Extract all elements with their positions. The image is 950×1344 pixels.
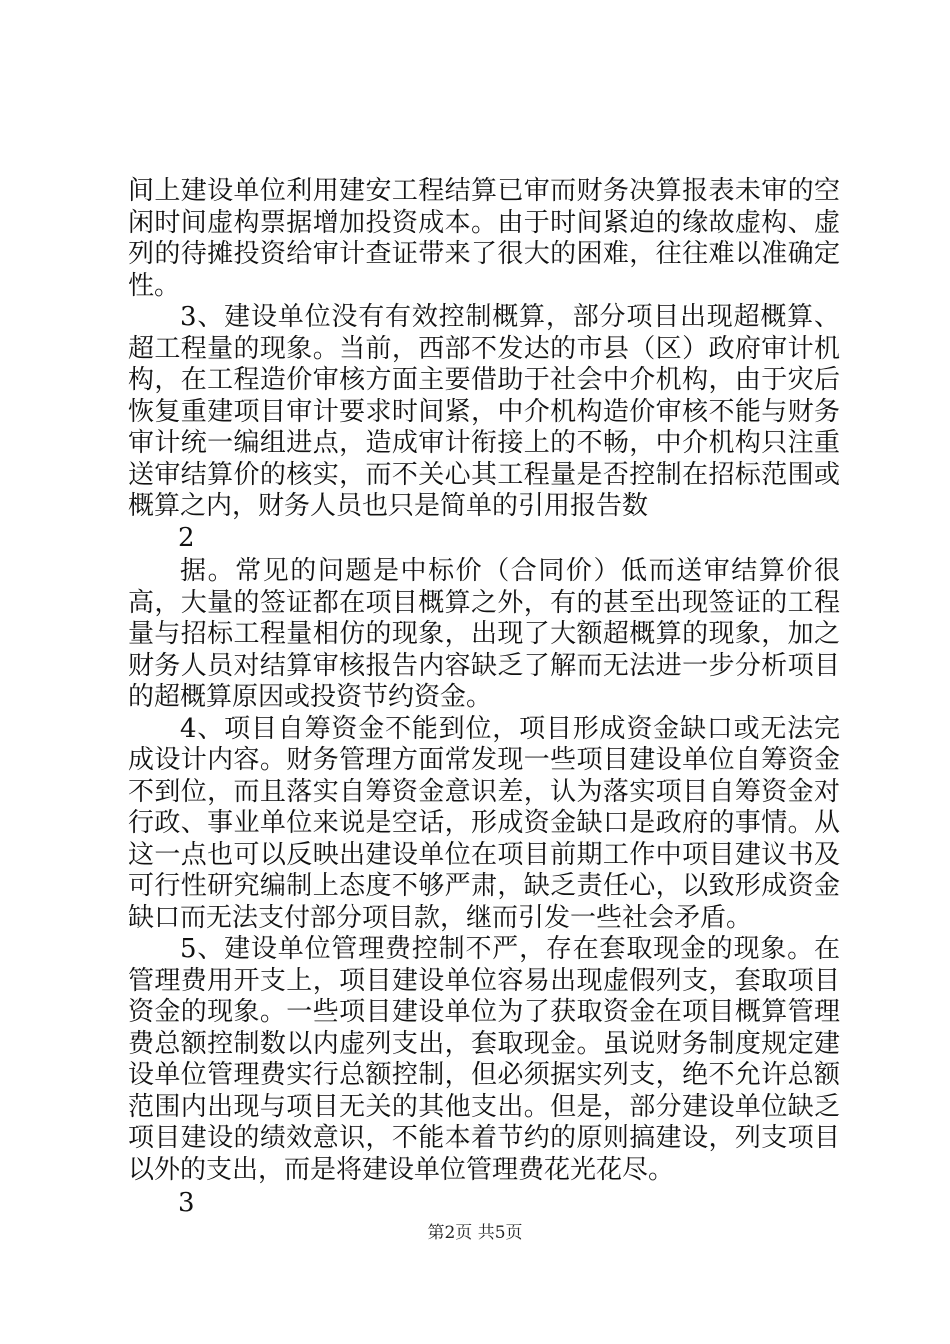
paragraph-item-3-continued: 据。常见的问题是中标价（合同价）低而送审结算价很高，大量的签证都在项目概算之外，有的甚至出现签证的工程量与招标工程量相仿的现象，出现了大额超概算的现象，加之财务人员对结算审核报告内容缺乏了解而无法进一步分析项目的超概算原因或投资节约资金。 xyxy=(128,556,840,712)
inline-page-number: 2 xyxy=(178,522,195,553)
paragraph-item-5: 5、建设单位管理费控制不严，存在套取现金的现象。在管理费用开支上，项目建设单位容易出现虚假列支，套取项目资金的现象。一些项目建设单位为了获取资金在项目概算管理费总额控制数以内虚列支出，套取现金。虽说财务制度规定建设单位管理费实行总额控制，但必须据实列支，绝不允许总额范围内出现与项目无关的其他支出。但是，部分建设单位缺乏项目建设的绩效意识，不能本着节约的原则搞建设，列支项目以外的支出，而是将建设单位管理费花光花尽。 xyxy=(128,934,840,1185)
page-footer: 第2页 共5页 xyxy=(427,1223,523,1243)
document-body xyxy=(128,176,840,1220)
paragraph-item-4: 4、项目自筹资金不能到位，项目形成资金缺口或无法完成设计内容。财务管理方面常发现一些项目建设单位自筹资金不到位，而且落实自筹资金意识差，认为落实项目自筹资金对行政、事业单位来说是空话，形成资金缺口是政府的事情。从这一点也可以反映出建设单位在项目前期工作中项目建议书及可行性研究编制上态度不够严肃，缺乏责任心，以致形成资金缺口而无法支付部分项目款，继而引发一些社会矛盾。 xyxy=(128,713,840,933)
paragraph-continuation: 间上建设单位利用建安工程结算已审而财务决算报表未审的空闲时间虚构票据增加投资成本。由于时间紧迫的缘故虚构、虚列的待摊投资给审计查证带来了很大的困难，往往难以准确定性。 xyxy=(128,176,840,301)
paragraph-item-3: 3、建设单位没有有效控制概算，部分项目出现超概算、超工程量的现象。当前，西部不发达的市县（区）政府审计机构，在工程造价审核方面主要借助于社会中介机构，由于灾后恢复重建项目审计要求时间紧，中介机构造价审核不能与财务审计统一编组进点，造成审计衔接上的不畅，中介机构只注重送审结算价的核实，而不关心其工程量是否控制在招标范围或概算之内，财务人员也只是简单的引用报告数 xyxy=(128,302,840,521)
inline-page-number: 3 xyxy=(178,1188,195,1218)
